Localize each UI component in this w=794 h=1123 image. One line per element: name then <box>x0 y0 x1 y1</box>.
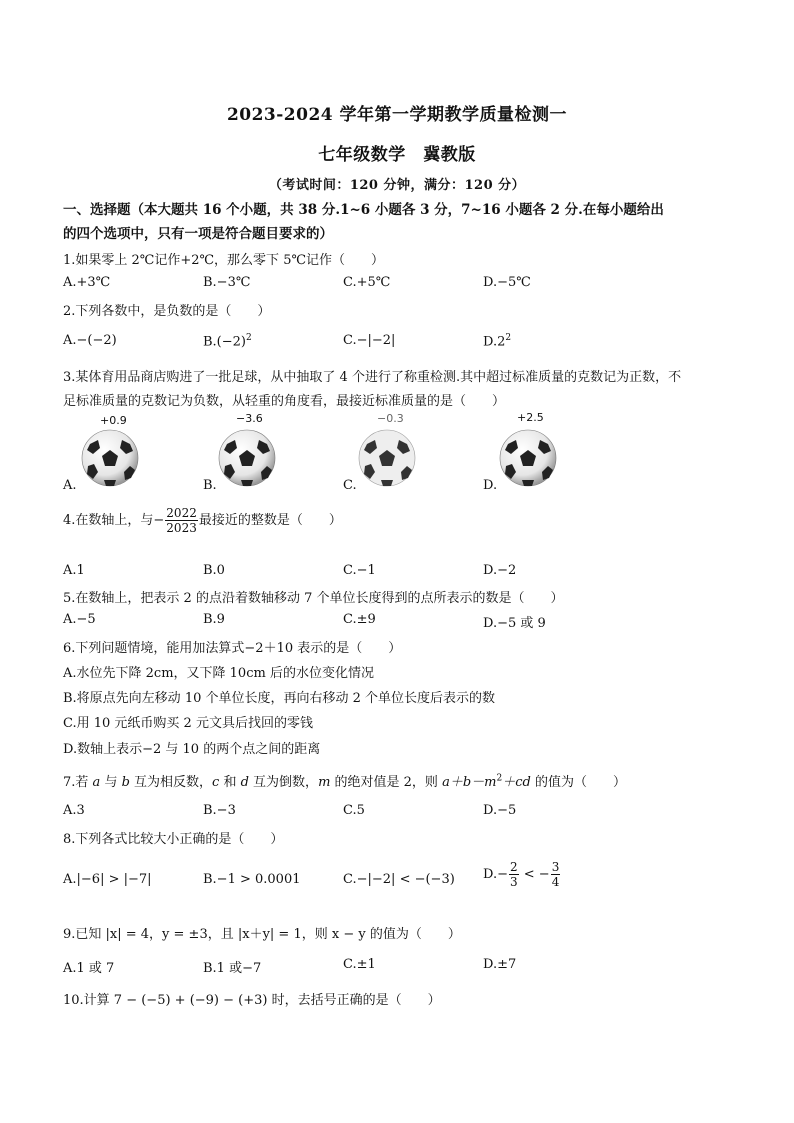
q8-option-d-numerator-1: 2 <box>509 860 518 874</box>
soccer-ball-a-icon <box>80 428 140 488</box>
q3-option-d: D. <box>483 478 498 493</box>
q7-stem-prefix: 7.若 <box>63 775 93 790</box>
q2-option-c: C.−|−2| <box>343 333 396 348</box>
q6-stem: 6.下列问题情境，能用加法算式−2＋10 表示的是（ ） <box>63 641 402 656</box>
q8-option-d-denominator-1: 3 <box>509 875 518 889</box>
q7-stem <box>63 771 626 790</box>
q3-option-b: B. <box>203 478 217 493</box>
exam-info: （考试时间：120 分钟，满分：120 分） <box>268 178 526 193</box>
q2-option-d-base: D.2 <box>483 334 506 350</box>
q8-option-d <box>483 860 561 889</box>
q9-stem: 9.已知 |x| = 4，y = ±3，且 |x＋y| = 1，则 x − y 的值为（ ） <box>63 927 461 942</box>
ball-b-weight-label: −3.6 <box>236 412 263 425</box>
soccer-ball-b-icon <box>217 428 277 488</box>
q5-option-b: B.9 <box>203 612 225 627</box>
q1-option-c: C.+5℃ <box>343 275 391 290</box>
q8-option-d-fraction-1 <box>509 860 519 889</box>
q2-option-d-exponent: 2 <box>505 333 512 343</box>
q9-option-a: A.1 或 7 <box>63 961 115 976</box>
q7-option-a: A.3 <box>63 803 85 818</box>
q9-option-d: D.±7 <box>483 957 517 972</box>
q7-var-a: a <box>92 775 101 790</box>
q7-var-b: b <box>121 775 130 790</box>
q1-option-b: B.−3℃ <box>203 275 251 290</box>
q5-option-a: A.−5 <box>63 612 96 627</box>
q9-option-c: C.±1 <box>343 957 376 972</box>
q8-stem: 8.下列各式比较大小正确的是（ ） <box>63 832 284 847</box>
q5-option-c: C.±9 <box>343 612 376 627</box>
q2-option-b-base: B.(−2) <box>203 334 246 350</box>
q3-option-c: C. <box>343 478 357 493</box>
q4-fraction-denominator: 2023 <box>166 521 197 535</box>
ball-d-weight-label: +2.5 <box>517 411 544 424</box>
q2-option-b-exponent: 2 <box>246 333 252 343</box>
q10-stem: 10.计算 7 − (−5) + (−9) − (+3) 时，去括号正确的是（ ） <box>63 993 441 1008</box>
q1-option-a: A.+3℃ <box>63 275 111 290</box>
q7-var-m: m <box>318 775 331 790</box>
q3-stem-line1: 3.某体育用品商店购进了一批足球，从中抽取了 4 个进行了称重检测.其中超过标准质量的克数记为正数，不 <box>63 370 682 385</box>
q2-option-d <box>483 333 511 349</box>
q8-option-d-middle: < − <box>519 867 550 882</box>
q4-stem-suffix: 最接近的整数是（ ） <box>198 513 342 528</box>
q8-option-a: A.|−6| > |−7| <box>63 872 152 887</box>
q7-text-2: 互为相反数， <box>129 775 213 790</box>
q7-text-1: 与 <box>100 775 122 790</box>
q1-option-d: D.−5℃ <box>483 275 531 290</box>
section-heading-line1: 一、选择题（本大题共 16 个小题，共 38 分.1~6 小题各 3 分，7~16 小题各 2 分.在每小题给出 <box>63 202 664 218</box>
q1-stem: 1.如果零上 2℃记作+2℃，那么零下 5℃记作（ ） <box>63 253 385 268</box>
q7-option-d: D.−5 <box>483 803 517 818</box>
q7-text-5: 的绝对值是 2，则 <box>330 775 443 790</box>
q7-stem-suffix: 的值为（ ） <box>530 775 626 790</box>
q5-option-d: D.−5 或 9 <box>483 616 546 631</box>
exam-title: 2023-2024 学年第一学期教学质量检测一 <box>226 105 568 125</box>
ball-c-weight-label: −0.3 <box>377 412 404 425</box>
q6-option-a: A.水位先下降 2cm，又下降 10cm 后的水位变化情况 <box>63 666 374 681</box>
q4-option-b: B.0 <box>203 563 225 578</box>
q8-option-d-prefix: D.− <box>483 867 508 882</box>
q5-stem: 5.在数轴上，把表示 2 的点沿着数轴移动 7 个单位长度得到的点所表示的数是（ ） <box>63 591 564 606</box>
section-heading-line2: 的四个选项中，只有一项是符合题目要求的） <box>63 226 333 242</box>
q4-option-a: A.1 <box>63 563 85 578</box>
q4-fraction <box>165 506 198 535</box>
q8-option-d-fraction-2 <box>551 860 561 889</box>
q9-option-b: B.1 或−7 <box>203 961 262 976</box>
q7-option-b: B.−3 <box>203 803 236 818</box>
q7-expression: a＋b－m <box>442 775 497 790</box>
q7-text-4: 互为倒数， <box>248 775 319 790</box>
soccer-ball-c-icon <box>357 428 417 488</box>
q7-exponent: 2 <box>496 773 503 784</box>
q7-var-d: d <box>240 775 249 790</box>
q7-var-c: c <box>212 775 220 790</box>
q2-option-b <box>203 333 252 349</box>
q4-fraction-numerator: 2022 <box>166 506 197 520</box>
q7-option-c: C.5 <box>343 803 365 818</box>
q4-stem <box>63 506 342 535</box>
q8-option-b: B.−1 > 0.0001 <box>203 872 301 887</box>
q4-option-c: C.−1 <box>343 563 376 578</box>
ball-a-weight-label: +0.9 <box>100 414 127 427</box>
q3-option-a: A. <box>63 478 77 493</box>
q3-stem-line2: 足标准质量的克数记为负数，从轻重的角度看，最接近标准质量的是（ ） <box>63 394 506 409</box>
q4-stem-prefix: 4.在数轴上，与− <box>63 513 165 528</box>
q7-text-3: 和 <box>219 775 241 790</box>
q8-option-d-denominator-2: 4 <box>551 875 560 889</box>
q6-option-c: C.用 10 元纸币购买 2 元文具后找回的零钱 <box>63 716 313 731</box>
q8-option-c: C.−|−2| < −(−3) <box>343 872 455 887</box>
q2-stem: 2.下列各数中，是负数的是（ ） <box>63 304 271 319</box>
q2-option-a: A.−(−2) <box>63 333 117 348</box>
exam-subtitle: 七年级数学 冀教版 <box>318 145 476 165</box>
q7-expression-tail: ＋cd <box>502 775 531 790</box>
q6-option-d: D.数轴上表示−2 与 10 的两个点之间的距离 <box>63 742 321 757</box>
q6-option-b: B.将原点先向左移动 10 个单位长度，再向右移动 2 个单位长度后表示的数 <box>63 691 496 706</box>
q8-option-d-numerator-2: 3 <box>551 860 560 874</box>
q4-option-d: D.−2 <box>483 563 517 578</box>
soccer-ball-d-icon <box>498 428 558 488</box>
